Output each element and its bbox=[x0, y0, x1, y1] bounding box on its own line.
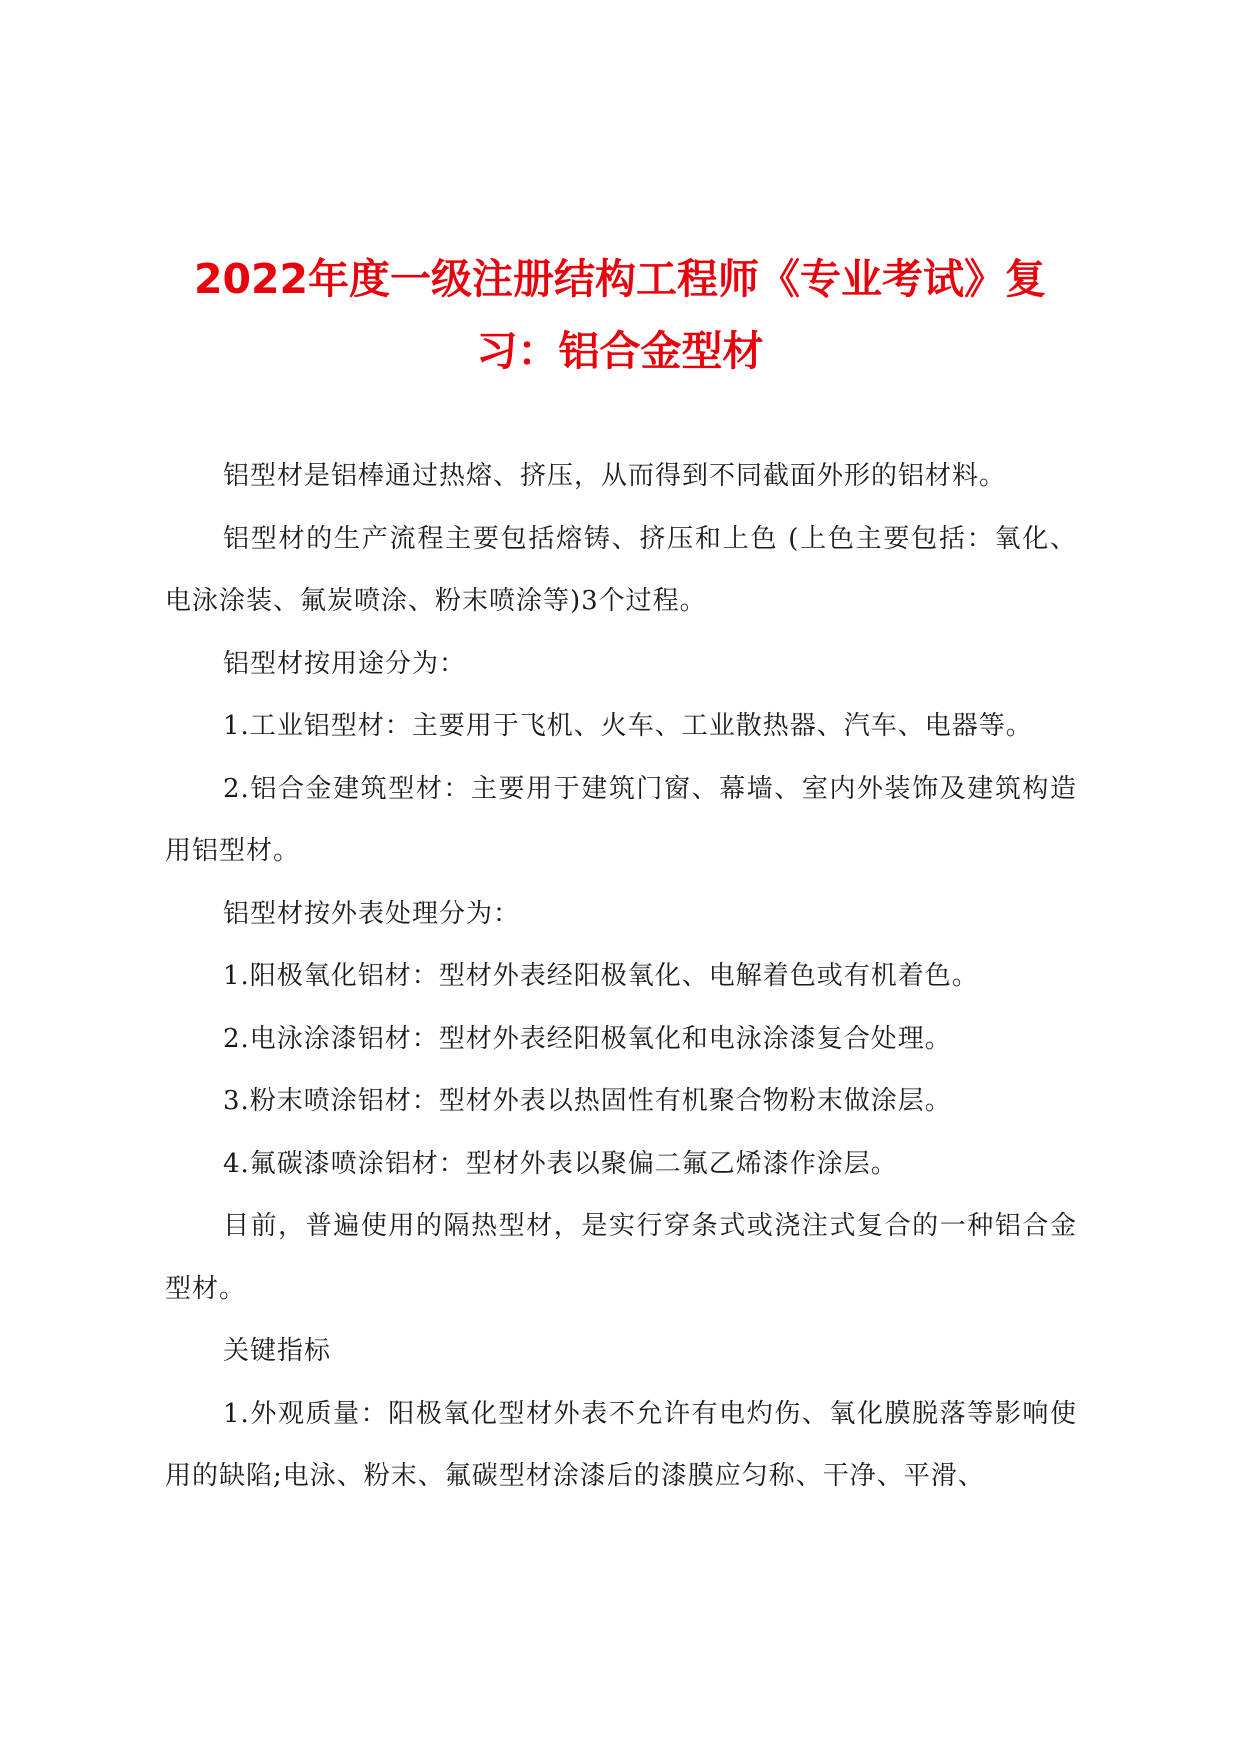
paragraph: 铝型材是铝棒通过热熔、挤压，从而得到不同截面外形的铝材料。 bbox=[223, 461, 1007, 491]
title-line-2: 习：铝合金型材 bbox=[476, 327, 764, 375]
section-heading: 关键指标 bbox=[223, 1336, 332, 1366]
paragraph: 目前，普遍使用的隔热型材，是实行穿条式或浇注式复合的一种铝合金型材。 bbox=[165, 1211, 1077, 1304]
list-item: 1.阳极氧化铝材：型材外表经阳极氧化、电解着色或有机着色。 bbox=[223, 961, 979, 991]
paragraph: 铝型材的生产流程主要包括熔铸、挤压和上色 (上色主要包括：氧化、电泳涂装、氟炭喷涂、粉末喷涂等)3个过程。 bbox=[165, 523, 1077, 616]
list-item: 3.粉末喷涂铝材：型材外表以热固性有机聚合物粉末做涂层。 bbox=[223, 1086, 952, 1116]
document-title bbox=[150, 243, 1090, 387]
list-item: 1.外观质量：阳极氧化型材外表不允许有电灼伤、氧化膜脱落等影响使用的缺陷;电泳、粉末、氟碳型材涂漆后的漆膜应匀称、干净、平滑、 bbox=[165, 1398, 1077, 1491]
list-item: 2.电泳涂漆铝材：型材外表经阳极氧化和电泳涂漆复合处理。 bbox=[223, 1023, 952, 1054]
list-item: 2.铝合金建筑型材：主要用于建筑门窗、幕墙、室内外装饰及建筑构造用铝型材。 bbox=[165, 773, 1077, 866]
title-line-1: 2022年度一级注册结构工程师《专业考试》复 bbox=[193, 255, 1047, 303]
paragraph: 铝型材按外表处理分为： bbox=[223, 898, 521, 929]
list-item: 1.工业铝型材：主要用于飞机、火车、工业散热器、汽车、电器等。 bbox=[223, 711, 1033, 741]
paragraph: 铝型材按用途分为： bbox=[223, 648, 467, 679]
document-body bbox=[165, 445, 1077, 1508]
list-item: 4.氟碳漆喷涂铝材：型材外表以聚偏二氟乙烯漆作涂层。 bbox=[223, 1148, 898, 1179]
